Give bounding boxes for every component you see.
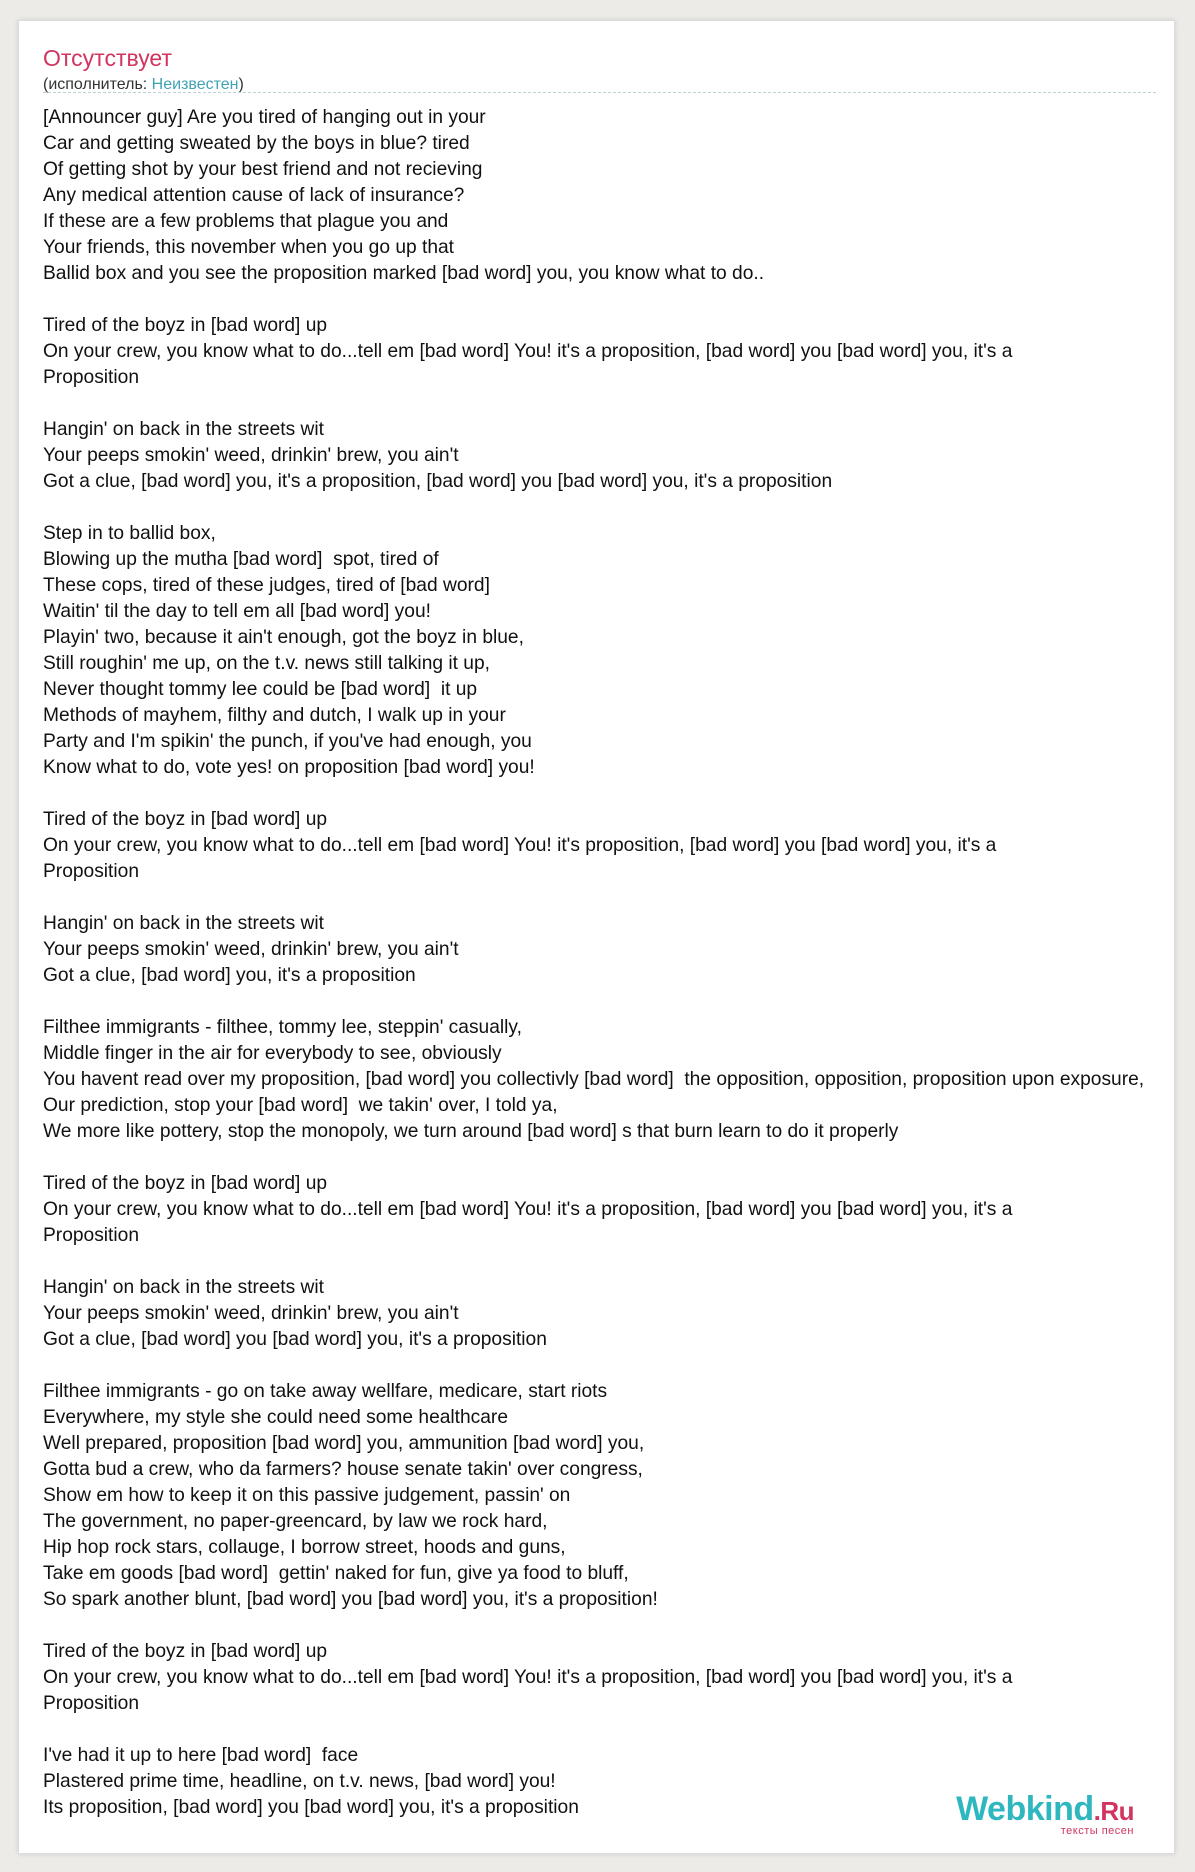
lyrics-line: Proposition [43, 1693, 139, 1714]
lyrics-line: Playin' two, because it ain't enough, got the boyz in blue, [43, 627, 524, 648]
performer-prefix: (исполнитель: [43, 76, 152, 93]
lyrics-line: The government, no paper-greencard, by law we rock hard, [43, 1511, 548, 1532]
logo-name: Webkind [956, 1790, 1094, 1828]
lyrics-blank-line [43, 1613, 1175, 1639]
lyrics-line: Your peeps smokin' weed, drinkin' brew, you ain't [43, 1303, 459, 1324]
lyrics-blank-line [43, 885, 1175, 911]
lyrics-blank-line [43, 287, 1175, 313]
lyrics-line: Everywhere, my style she could need some healthcare [43, 1407, 508, 1428]
logo-tagline: тексты песен [1060, 1825, 1134, 1837]
lyrics-blank-line [43, 391, 1175, 417]
lyrics-line: Got a clue, [bad word] you, it's a proposition, [bad word] you [bad word] you, it's a proposition [43, 471, 833, 492]
lyrics-line: On your crew, you know what to do...tell em [bad word] You! it's a proposition, [bad word] you [bad word] you, it's a [43, 1667, 1013, 1688]
lyrics-line: Tired of the boyz in [bad word] up [43, 1641, 328, 1662]
lyrics-line: Hangin' on back in the streets wit [43, 1277, 324, 1298]
lyrics-line: So spark another blunt, [bad word] you [bad word] you, it's a proposition! [43, 1589, 658, 1610]
lyrics-line: I've had it up to here [bad word] face [43, 1745, 359, 1766]
lyrics-line: On your crew, you know what to do...tell em [bad word] You! it's proposition, [bad word] you [bad word] you, it's a [43, 835, 997, 856]
lyrics-blank-line [43, 1145, 1175, 1171]
lyrics-blank-line [43, 989, 1175, 1015]
lyrics-line: Methods of mayhem, filthy and dutch, I walk up in your [43, 705, 506, 726]
lyrics-blank-line [43, 781, 1175, 807]
lyrics-line: Hangin' on back in the streets wit [43, 913, 324, 934]
webkind-logo [956, 1792, 1134, 1837]
lyrics-line: Ballid box and you see the proposition marked [bad word] you, you know what to do.. [43, 263, 765, 284]
lyrics-line: Your friends, this november when you go up that [43, 237, 455, 258]
lyrics-line: These cops, tired of these judges, tired of [bad word] [43, 575, 490, 596]
lyrics-line: You havent read over my proposition, [bad word] you collectivly [bad word] the opposition, opposition, proposition upon exposure, [43, 1069, 1145, 1090]
lyrics-line: Well prepared, proposition [bad word] you, ammunition [bad word] you, [43, 1433, 645, 1454]
lyrics-line: Tired of the boyz in [bad word] up [43, 1173, 328, 1194]
lyrics-blank-line [43, 1353, 1175, 1379]
lyrics-line: Know what to do, vote yes! on proposition [bad word] you! [43, 757, 535, 778]
lyrics-line: Filthee immigrants - go on take away wellfare, medicare, start riots [43, 1381, 608, 1402]
lyrics-line: Your peeps smokin' weed, drinkin' brew, you ain't [43, 939, 459, 960]
lyrics-line: Proposition [43, 861, 139, 882]
performer-suffix: ) [238, 76, 244, 93]
lyrics-blank-line [43, 1249, 1175, 1275]
lyrics-line: Hip hop rock stars, collauge, I borrow street, hoods and guns, [43, 1537, 566, 1558]
lyrics-card [18, 20, 1175, 1854]
lyrics-line: Its proposition, [bad word] you [bad word] you, it's a proposition [43, 1797, 579, 1818]
lyrics-blank-line [43, 1717, 1175, 1743]
lyrics-line: Hangin' on back in the streets wit [43, 419, 324, 440]
lyrics-line: Filthee immigrants - filthee, tommy lee, steppin' casually, [43, 1017, 522, 1038]
logo-tld: .Ru [1093, 1796, 1134, 1826]
lyrics-line: Our prediction, stop your [bad word] we takin' over, I told ya, [43, 1095, 558, 1116]
lyrics-line: Still roughin' me up, on the t.v. news still talking it up, [43, 653, 490, 674]
lyrics-line: Plastered prime time, headline, on t.v. news, [bad word] you! [43, 1771, 556, 1792]
lyrics-line: We more like pottery, stop the monopoly, we turn around [bad word] s that burn learn to do it properly [43, 1121, 899, 1142]
lyrics-line: Blowing up the mutha [bad word] spot, tired of [43, 549, 439, 570]
lyrics-line: Show em how to keep it on this passive judgement, passin' on [43, 1485, 571, 1506]
lyrics-line: Party and I'm spikin' the punch, if you've had enough, you [43, 731, 532, 752]
logo-wordmark [956, 1792, 1134, 1828]
lyrics-text [43, 105, 1175, 1821]
lyrics-line: Of getting shot by your best friend and not recieving [43, 159, 483, 180]
lyrics-line: Got a clue, [bad word] you [bad word] you, it's a proposition [43, 1329, 547, 1350]
lyrics-line: Tired of the boyz in [bad word] up [43, 809, 328, 830]
lyrics-line: Gotta bud a crew, who da farmers? house senate takin' over congress, [43, 1459, 643, 1480]
lyrics-line: Any medical attention cause of lack of insurance? [43, 185, 465, 206]
lyrics-line: Tired of the boyz in [bad word] up [43, 315, 328, 336]
lyrics-line: Proposition [43, 367, 139, 388]
header-divider [43, 92, 1156, 93]
lyrics-blank-line [43, 495, 1175, 521]
lyrics-line: Step in to ballid box, [43, 523, 216, 544]
lyrics-line: Car and getting sweated by the boys in blue? tired [43, 133, 470, 154]
lyrics-line: Take em goods [bad word] gettin' naked for fun, give ya food to bluff, [43, 1563, 629, 1584]
lyrics-line: Waitin' til the day to tell em all [bad word] you! [43, 601, 431, 622]
lyrics-line: Never thought tommy lee could be [bad word] it up [43, 679, 478, 700]
lyrics-line: On your crew, you know what to do...tell em [bad word] You! it's a proposition, [bad word] you [bad word] you, it's a [43, 1199, 1013, 1220]
performer-link[interactable]: Неизвестен [151, 76, 239, 93]
lyrics-line: If these are a few problems that plague you and [43, 211, 449, 232]
lyrics-line: [Announcer guy] Are you tired of hanging out in your [43, 107, 486, 128]
lyrics-line: Your peeps smokin' weed, drinkin' brew, you ain't [43, 445, 459, 466]
lyrics-line: Middle finger in the air for everybody to see, obviously [43, 1043, 502, 1064]
lyrics-line: Proposition [43, 1225, 139, 1246]
lyrics-line: On your crew, you know what to do...tell em [bad word] You! it's a proposition, [bad word] you [bad word] you, it's a [43, 341, 1013, 362]
song-title: Отсутствует [43, 45, 172, 71]
lyrics-line: Got a clue, [bad word] you, it's a proposition [43, 965, 416, 986]
